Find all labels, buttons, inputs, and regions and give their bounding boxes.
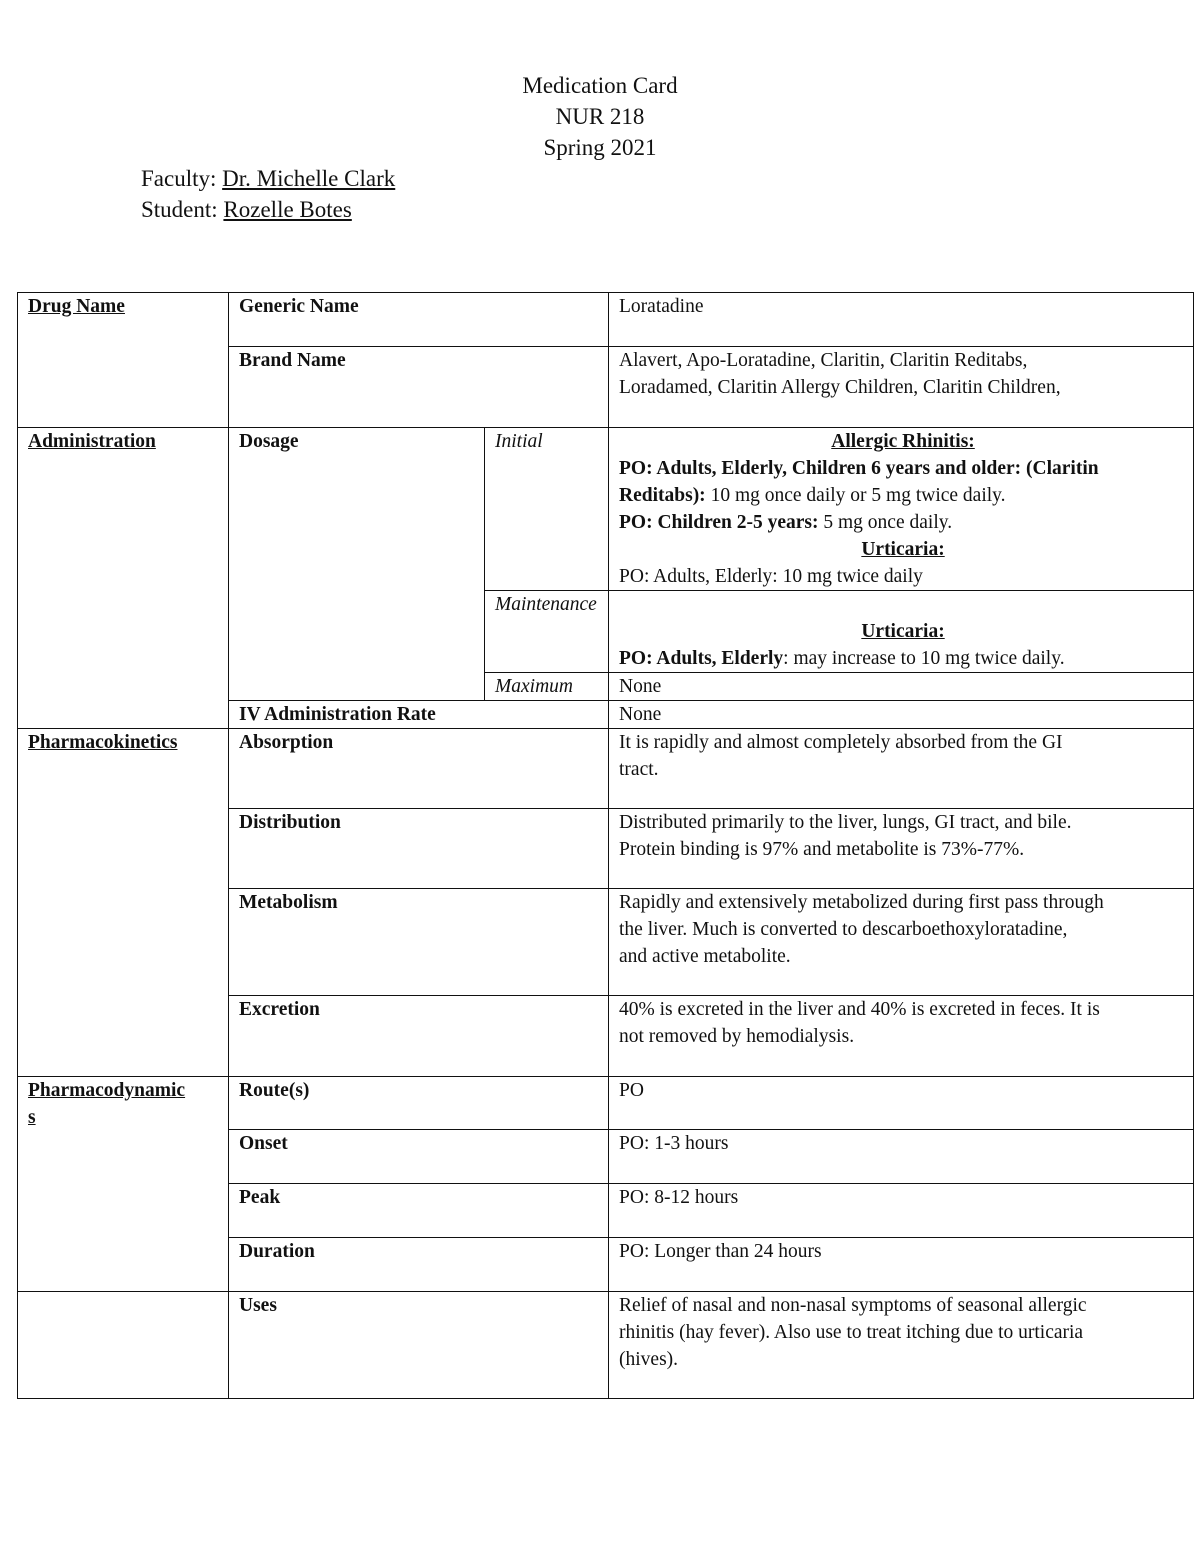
brand-name-value-cell xyxy=(609,347,1194,428)
term: Spring 2021 xyxy=(543,135,657,160)
table-row xyxy=(18,1292,1194,1399)
excretion-label-cell xyxy=(229,996,609,1077)
dosage-line: PO: Adults, Elderly: 10 mg twice daily xyxy=(619,566,923,587)
maximum-value-cell xyxy=(609,673,1194,701)
course-code: NUR 218 xyxy=(555,104,645,129)
section-pharmacodynamics: Pharmacodynamic xyxy=(28,1080,186,1101)
table-row xyxy=(18,293,1194,347)
student-label: Student: xyxy=(141,197,218,222)
uses-label-cell xyxy=(229,1292,609,1399)
distribution-label-cell xyxy=(229,809,609,889)
iv-rate-value: None xyxy=(619,704,662,725)
maintenance-label-cell xyxy=(485,591,609,673)
maximum-value: None xyxy=(619,676,662,697)
medication-table xyxy=(17,292,1194,1399)
table-row xyxy=(18,729,1194,809)
allergic-rhinitis-heading: Allergic Rhinitis: xyxy=(831,431,975,452)
metabolism-value-cell: Rapidly and extensively metabolized during first pass through the liver. Much is converted to descarboethoxyloratadine, and active metabolite. xyxy=(609,889,1194,996)
duration-label-cell xyxy=(229,1238,609,1292)
generic-name-label: Generic Name xyxy=(239,296,359,317)
brand-name-value-line: Alavert, Apo-Loratadine, Claritin, Claritin Reditabs, xyxy=(619,350,1028,371)
brand-name-label-cell xyxy=(229,347,609,428)
dosage-label-cell xyxy=(229,428,485,701)
excretion-label: Excretion xyxy=(239,999,320,1020)
table-row xyxy=(18,428,1194,591)
metabolism-label-cell xyxy=(229,889,609,996)
initial-label: Initial xyxy=(495,431,543,452)
distribution-label: Distribution xyxy=(239,812,341,833)
peak-value: PO: 8-12 hours xyxy=(619,1187,739,1208)
route-label-cell xyxy=(229,1077,609,1130)
uses-value-cell: Relief of nasal and non-nasal symptoms of seasonal allergic rhinitis (hay fever). Also use to treat itching due to urticaria (hives). xyxy=(609,1292,1194,1399)
generic-name-value: Loratadine xyxy=(619,296,704,317)
document-title: Medication Card xyxy=(522,73,678,98)
peak-value-cell xyxy=(609,1184,1194,1238)
student-name: Rozelle Botes xyxy=(223,197,352,222)
section-pharmacokinetics: Pharmacokinetics xyxy=(28,732,178,753)
dosage-line: PO: Children 2-5 years: 5 mg once daily. xyxy=(619,512,953,533)
generic-name-label-cell xyxy=(229,293,609,347)
faculty-label: Faculty: xyxy=(141,166,217,191)
duration-value-cell xyxy=(609,1238,1194,1292)
maximum-label-cell xyxy=(485,673,609,701)
absorption-label-cell xyxy=(229,729,609,809)
student-line xyxy=(141,194,395,225)
maintenance-dosage-cell xyxy=(609,591,1194,673)
route-label: Route(s) xyxy=(239,1080,310,1101)
dosage-line: PO: Adults, Elderly, Children 6 years and older: (Claritin Reditabs): 10 mg once daily or 5 mg twice daily. xyxy=(619,458,1099,506)
onset-label-cell xyxy=(229,1130,609,1184)
duration-label: Duration xyxy=(239,1241,315,1262)
faculty-name: Dr. Michelle Clark xyxy=(222,166,396,191)
onset-value: PO: 1-3 hours xyxy=(619,1133,729,1154)
author-block xyxy=(141,163,395,225)
dosage-line: PO: Adults, Elderly: may increase to 10 mg twice daily. xyxy=(619,648,1065,669)
generic-name-value-cell xyxy=(609,293,1194,347)
peak-label-cell xyxy=(229,1184,609,1238)
document-title-block xyxy=(0,70,1200,163)
maximum-label: Maximum xyxy=(495,676,573,697)
route-value: PO xyxy=(619,1080,644,1101)
section-administration: Administration xyxy=(28,431,156,452)
distribution-value-cell: Distributed primarily to the liver, lungs, GI tract, and bile. Protein binding is 97% and metabolite is 73%-77%. xyxy=(609,809,1194,889)
route-value-cell xyxy=(609,1077,1194,1130)
absorption-value-cell: It is rapidly and almost completely absorbed from the GI tract. xyxy=(609,729,1194,809)
iv-rate-value-cell xyxy=(609,701,1194,729)
peak-label: Peak xyxy=(239,1187,281,1208)
maintenance-label: Maintenance xyxy=(495,594,597,615)
onset-value-cell xyxy=(609,1130,1194,1184)
faculty-line xyxy=(141,163,395,194)
brand-name-value-line: Loradamed, Claritin Allergy Children, Claritin Children, xyxy=(619,377,1061,398)
dosage-label: Dosage xyxy=(239,431,299,452)
urticaria-heading: Urticaria: xyxy=(861,621,945,642)
section-cell-administration xyxy=(18,428,229,729)
metabolism-label: Metabolism xyxy=(239,892,338,913)
excretion-value-cell: 40% is excreted in the liver and 40% is excreted in feces. It is not removed by hemodialysis. xyxy=(609,996,1194,1077)
initial-dosage-cell xyxy=(609,428,1194,591)
onset-label: Onset xyxy=(239,1133,288,1154)
table-row xyxy=(18,1077,1194,1130)
section-cell-pharmacodynamics xyxy=(18,1077,229,1292)
section-pharmacodynamics-wrap: s xyxy=(28,1107,36,1128)
initial-label-cell xyxy=(485,428,609,591)
uses-label: Uses xyxy=(239,1295,277,1316)
absorption-label: Absorption xyxy=(239,732,334,753)
urticaria-heading: Urticaria: xyxy=(861,539,945,560)
brand-name-label: Brand Name xyxy=(239,350,346,371)
section-cell-drug-name xyxy=(18,293,229,428)
iv-rate-label-cell xyxy=(229,701,609,729)
section-drug-name: Drug Name xyxy=(28,296,125,317)
duration-value: PO: Longer than 24 hours xyxy=(619,1241,822,1262)
section-cell-pharmacokinetics xyxy=(18,729,229,1077)
section-cell-empty xyxy=(18,1292,229,1399)
iv-rate-label: IV Administration Rate xyxy=(239,704,436,725)
